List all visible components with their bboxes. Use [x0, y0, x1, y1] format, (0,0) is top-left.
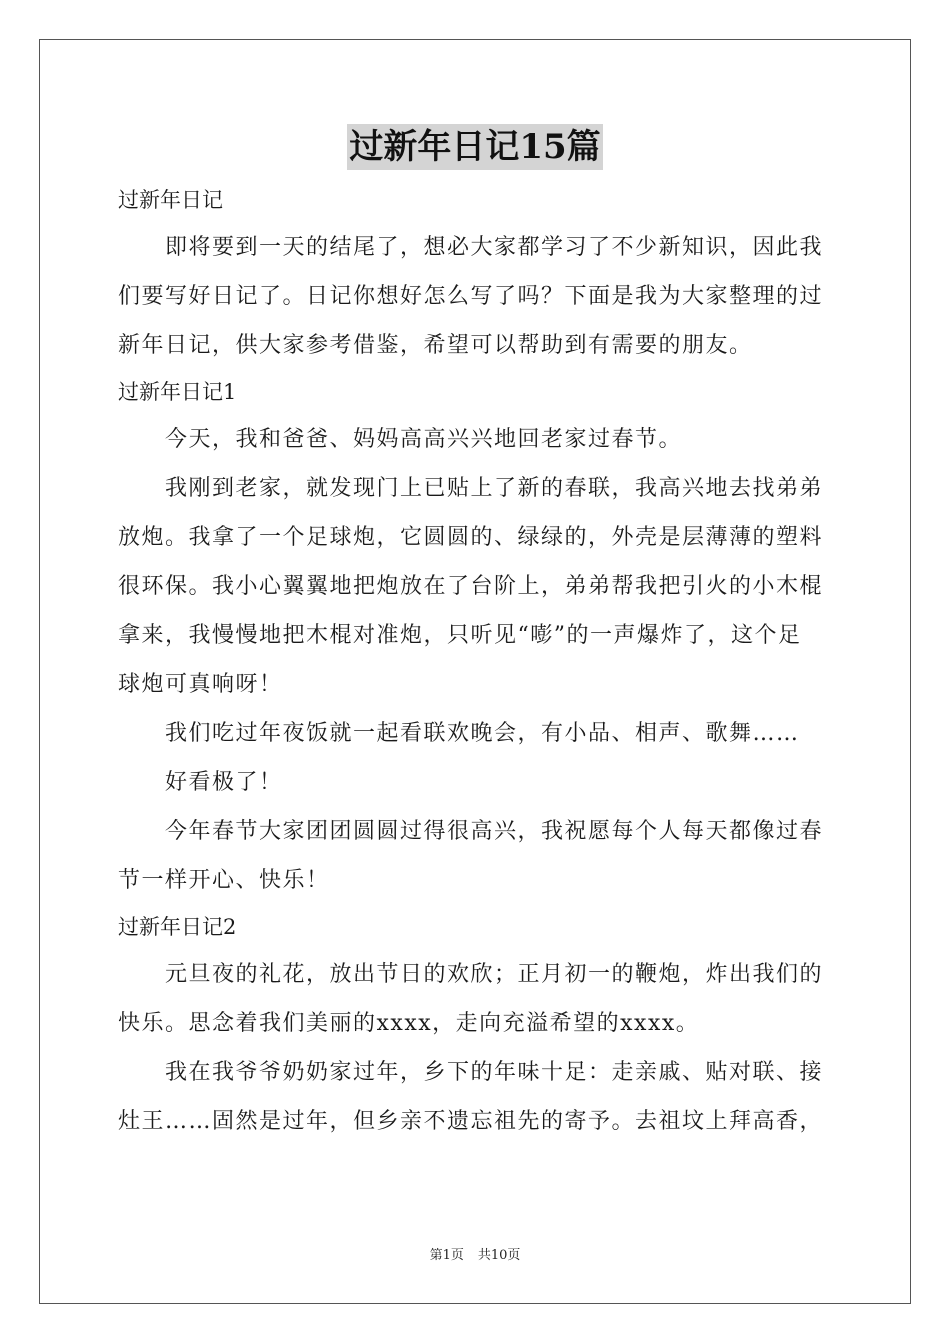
paragraph-line: 我在我爷爷奶奶家过年，乡下的年味十足：走亲戚、贴对联、接: [165, 1060, 824, 1085]
section-heading: 过新年日记1: [118, 380, 237, 404]
section-heading: 过新年日记2: [118, 915, 237, 939]
paragraph-line: 快乐。思念着我们美丽的xxxx，走向充溢希望的xxxx。: [118, 1011, 700, 1036]
paragraph-line: 我们吃过年夜饭就一起看联欢晚会，有小品、相声、歌舞……: [165, 721, 800, 746]
document-title: 过新年日记15篇: [347, 124, 602, 170]
paragraph-line: 拿来，我慢慢地把木棍对准炮，只听见“嘭”的一声爆炸了，这个足: [118, 623, 802, 648]
title-container: [0, 124, 950, 170]
paragraph-line: 新年日记，供大家参考借鉴，希望可以帮助到有需要的朋友。: [118, 333, 753, 358]
paragraph-line: 灶王……固然是过年，但乡亲不遗忘祖先的寄予。去祖坟上拜高香，: [118, 1109, 824, 1134]
page-number: 第1页: [429, 1248, 464, 1263]
paragraph-line: 好看极了！: [165, 770, 283, 795]
paragraph-line: 元旦夜的礼花，放出节日的欢欣；正月初一的鞭炮，炸出我们的: [165, 962, 824, 987]
section-heading: 过新年日记: [118, 188, 223, 212]
paragraph-line: 今天，我和爸爸、妈妈高高兴兴地回老家过春节。: [165, 427, 683, 452]
page-total: 共10页: [477, 1248, 521, 1263]
paragraph-line: 放炮。我拿了一个足球炮，它圆圆的、绿绿的，外壳是层薄薄的塑料: [118, 525, 824, 550]
paragraph-line: 今年春节大家团团圆圆过得很高兴，我祝愿每个人每天都像过春: [165, 819, 824, 844]
paragraph-line: 即将要到一天的结尾了，想必大家都学习了不少新知识，因此我: [165, 235, 824, 260]
paragraph-line: 我刚到老家，就发现门上已贴上了新的春联，我高兴地去找弟弟: [165, 476, 824, 501]
paragraph-line: 球炮可真响呀！: [118, 672, 283, 697]
page-footer: [0, 1244, 950, 1263]
paragraph-line: 们要写好日记了。日记你想好怎么写了吗？下面是我为大家整理的过: [118, 284, 824, 309]
paragraph-line: 很环保。我小心翼翼地把炮放在了台阶上，弟弟帮我把引火的小木棍: [118, 574, 824, 599]
document-body: [118, 178, 834, 1146]
paragraph-line: 节一样开心、快乐！: [118, 868, 330, 893]
